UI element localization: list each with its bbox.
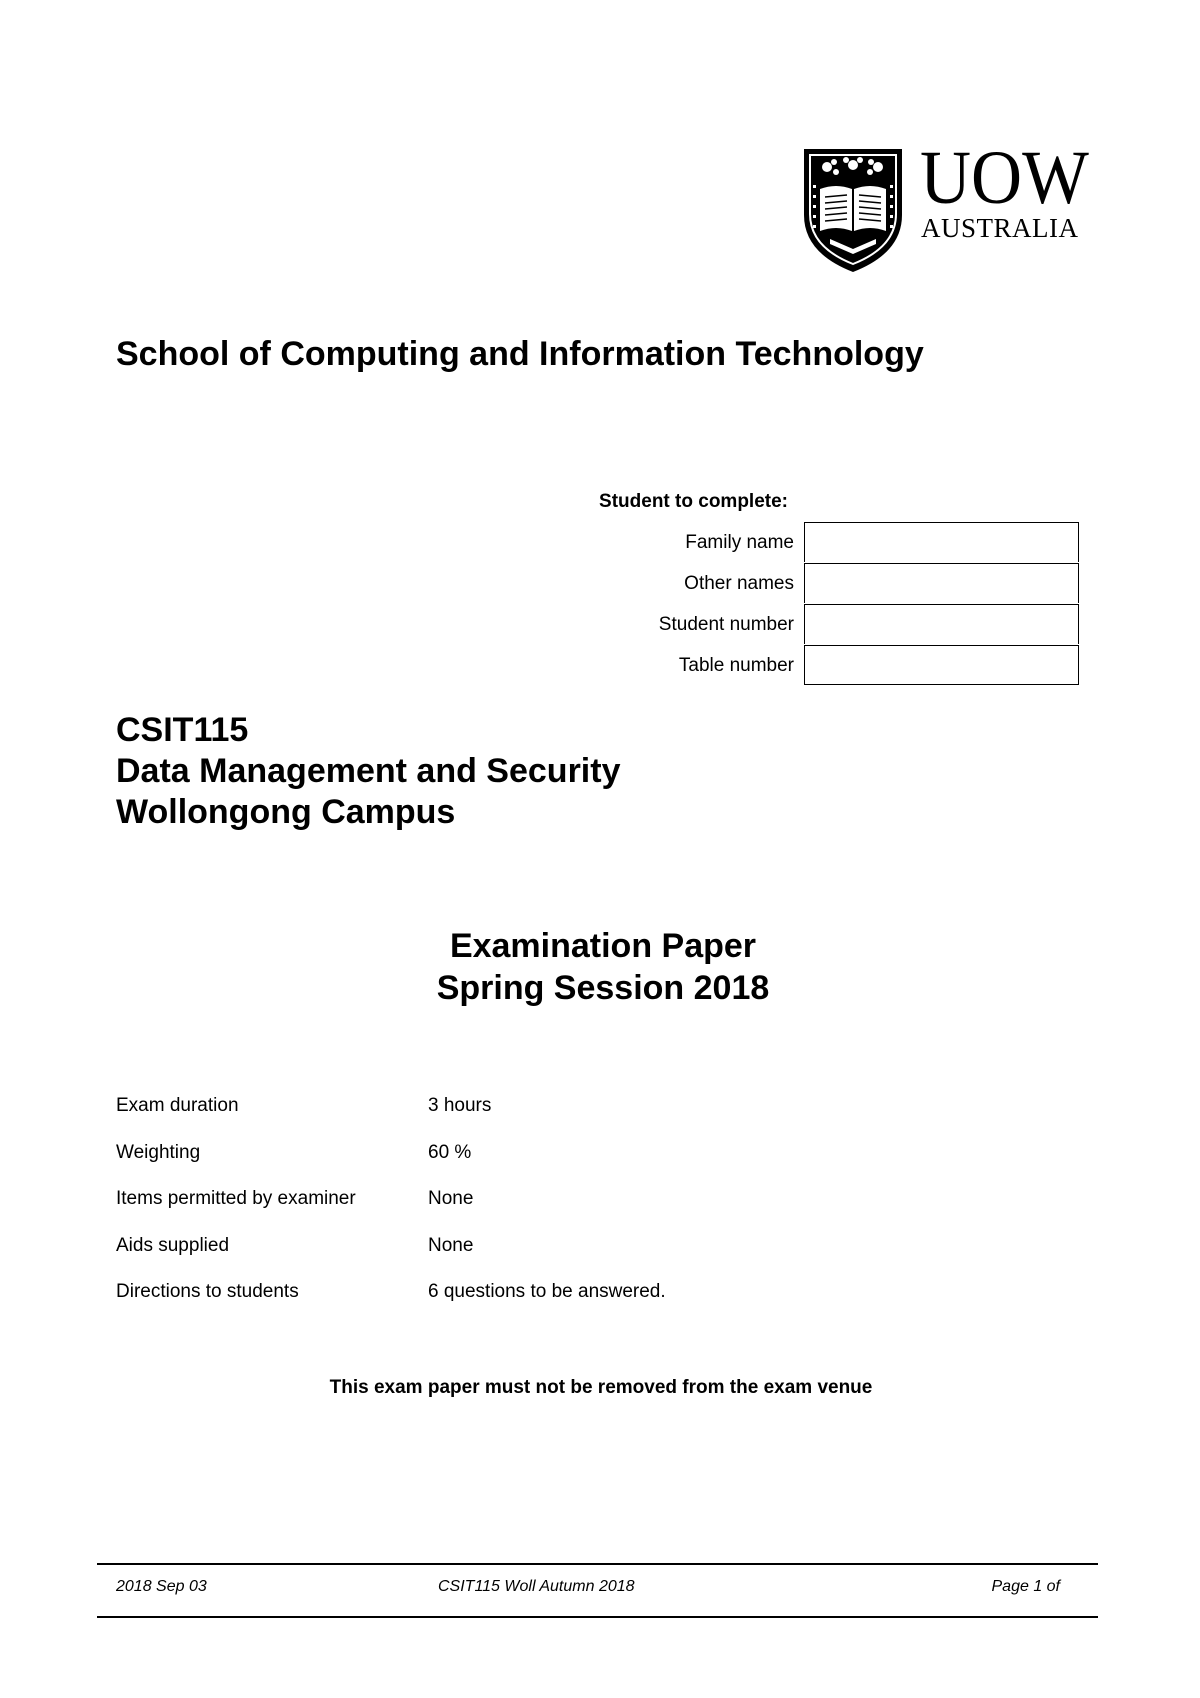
course-block	[116, 710, 620, 833]
family-name-field[interactable]	[804, 522, 1079, 562]
directions-value: 6 questions to be answered.	[428, 1281, 666, 1302]
student-number-label: Student number	[658, 614, 794, 635]
footer-course-session: CSIT115 Woll Autumn 2018	[438, 1578, 635, 1595]
logo-subtitle: AUSTRALIA	[921, 213, 1079, 243]
exam-duration-value: 3 hours	[428, 1095, 492, 1116]
exam-title-block	[300, 925, 906, 1009]
student-number-field[interactable]	[804, 604, 1079, 644]
school-title: School of Computing and Information Technology	[116, 335, 924, 373]
exam-title: Examination Paper	[449, 927, 757, 965]
exam-duration-label: Exam duration	[116, 1095, 239, 1116]
footer-top-rule	[97, 1563, 1098, 1565]
footer-date: 2018 Sep 03	[116, 1578, 207, 1595]
aids-supplied-value: None	[428, 1234, 474, 1256]
items-permitted-value: None	[428, 1188, 474, 1209]
course-campus: Wollongong Campus	[116, 793, 456, 831]
venue-notice: This exam paper must not be removed from the exam venue	[329, 1377, 873, 1398]
items-permitted-label: Items permitted by examiner	[116, 1188, 356, 1209]
student-form-heading: Student to complete:	[599, 491, 788, 512]
footer-page-number: Page 1 of	[991, 1578, 1060, 1595]
other-names-field[interactable]	[804, 563, 1079, 603]
course-name: Data Management and Security	[116, 752, 621, 790]
footer-bottom-rule	[97, 1616, 1098, 1618]
family-name-label: Family name	[685, 532, 794, 553]
table-number-label: Table number	[678, 655, 794, 676]
aids-supplied-label: Aids supplied	[116, 1234, 230, 1256]
logo-wordmark: UOW	[920, 136, 1089, 220]
uow-crest-logo-icon	[800, 145, 906, 275]
course-code: CSIT115	[116, 711, 249, 749]
directions-label: Directions to students	[116, 1281, 299, 1302]
table-number-field[interactable]	[804, 645, 1079, 685]
other-names-label: Other names	[684, 573, 794, 594]
weighting-value: 60 %	[428, 1141, 472, 1163]
exam-session: Spring Session 2018	[436, 969, 770, 1007]
weighting-label: Weighting	[116, 1141, 201, 1163]
